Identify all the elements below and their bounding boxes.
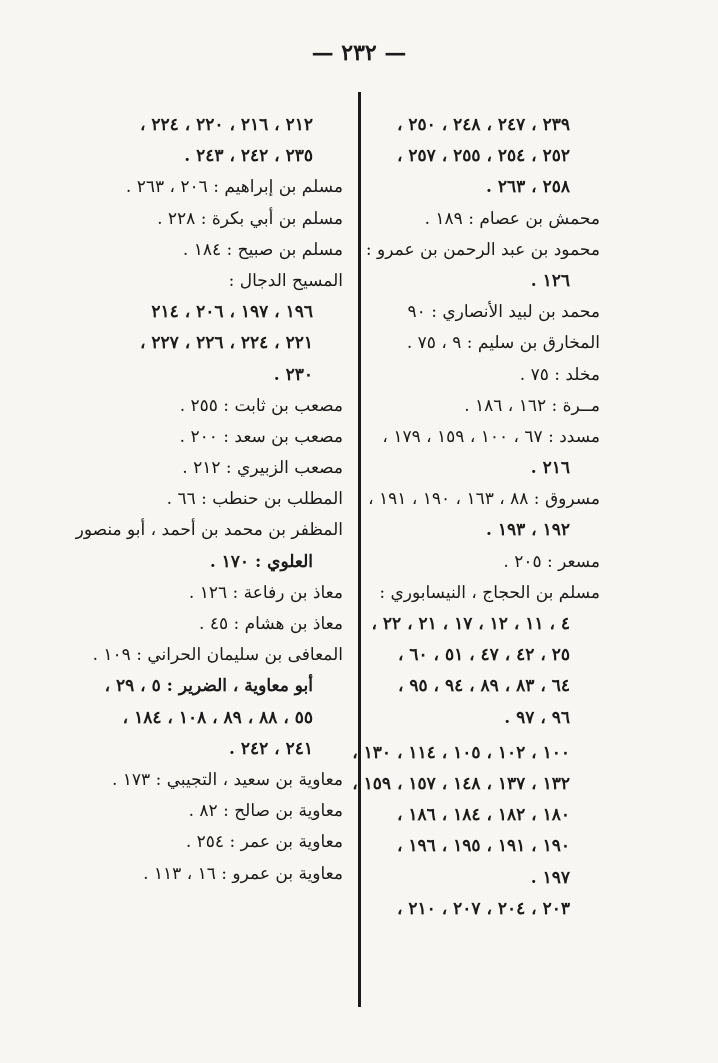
index-entry-line: مسلم بن أبي بكرة : ٢٢٨ . bbox=[157, 208, 343, 229]
index-column-right bbox=[352, 110, 600, 925]
index-entry-line: ١٩٢ ، ١٩٣ . bbox=[486, 520, 570, 541]
index-entry-line: ٢٣٩ ، ٢٤٧ ، ٢٤٨ ، ٢٥٠ ، bbox=[396, 115, 570, 135]
index-entry-line: ٢٤١ ، ٢٤٢ . bbox=[229, 738, 313, 759]
index-entry-line: مسلم بن الحجاج ، النيسابوري : bbox=[379, 582, 600, 603]
index-column-left bbox=[75, 110, 343, 890]
index-entry-line: المخارق بن سليم : ٩ ، ٧٥ . bbox=[406, 333, 600, 354]
index-entry-line: محمد بن لبيد الأنصاري : ٩٠ bbox=[407, 302, 600, 323]
index-entry-line: العلوي : ١٧٠ . bbox=[209, 551, 313, 572]
index-entry-line: مسدد : ٦٧ ، ١٠٠ ، ١٥٩ ، ١٧٩ ، bbox=[382, 426, 600, 447]
index-entry-line: معاذ بن هشام : ٤٥ . bbox=[199, 614, 343, 634]
index-entry-line: مصعب الزبيري : ٢١٢ . bbox=[182, 458, 343, 479]
index-entry-line: ٢٠٣ ، ٢٠٤ ، ٢٠٧ ، ٢١٠ ، bbox=[396, 898, 570, 919]
index-entry-line: محمش بن عصام : ١٨٩ . bbox=[424, 208, 600, 229]
index-entry-line: ٢٥٢ ، ٢٥٤ ، ٢٥٥ ، ٢٥٧ ، bbox=[396, 146, 570, 167]
index-entry-line: ٩٦ ، ٩٧ . bbox=[504, 707, 570, 728]
index-entry-line: أبو معاوية ، الضرير : ٥ ، ٢٩ ، bbox=[104, 676, 313, 697]
index-entry-line: ٢١٢ ، ٢١٦ ، ٢٢٠ ، ٢٢٤ ، bbox=[139, 115, 313, 135]
index-entry-line: ١٩٠ ، ١٩١ ، ١٩٥ ، ١٩٦ ، bbox=[396, 836, 570, 857]
index-entry-line: معاوية بن صالح : ٨٢ . bbox=[188, 801, 343, 822]
index-entry-line: ٢٣٠ . bbox=[273, 364, 313, 385]
index-entry-line: ٢٣٥ ، ٢٤٢ ، ٢٤٣ . bbox=[184, 146, 313, 167]
index-entry-line: المعافى بن سليمان الحراني : ١٠٩ . bbox=[92, 645, 343, 666]
index-entry-line: معاوية بن سعيد ، التجيبي : ١٧٣ . bbox=[111, 769, 343, 790]
index-entry-line: مسلم بن إبراهيم : ٢٠٦ ، ٢٦٣ . bbox=[125, 177, 343, 198]
index-entry-line: ٤ ، ١١ ، ١٢ ، ١٧ ، ٢١ ، ٢٢ ، bbox=[371, 614, 570, 634]
index-entry-line: ١٩٧ . bbox=[530, 867, 570, 888]
index-entry-line: مسعر : ٢٠٥ . bbox=[503, 551, 600, 572]
index-entry-line: مسلم بن صبيح : ١٨٤ . bbox=[182, 239, 343, 260]
index-entry-line: ١٩٦ ، ١٩٧ ، ٢٠٦ ، ٢١٤ bbox=[151, 302, 313, 323]
page-number: — ٢٣٢ — bbox=[311, 40, 407, 66]
index-entry-line: معاذ بن رفاعة : ١٢٦ . bbox=[188, 582, 343, 603]
index-entry-line: المظفر بن محمد بن أحمد ، أبو منصور bbox=[75, 520, 343, 541]
index-entry-line: ٢١٦ . bbox=[530, 458, 570, 479]
index-entry-line: ١٣٢ ، ١٣٧ ، ١٤٨ ، ١٥٧ ، ١٥٩ ، bbox=[352, 773, 570, 794]
index-entry-line: ٦٤ ، ٨٣ ، ٨٩ ، ٩٤ ، ٩٥ ، bbox=[397, 676, 570, 697]
index-entry-line: المطلب بن حنطب : ٦٦ . bbox=[166, 489, 343, 510]
index-entry-line: المسيح الدجال : bbox=[228, 270, 343, 291]
index-entry-line: ١٨٠ ، ١٨٢ ، ١٨٤ ، ١٨٦ ، bbox=[396, 805, 570, 826]
index-entry-line: مسروق : ٨٨ ، ١٦٣ ، ١٩٠ ، ١٩١ ، bbox=[368, 489, 600, 510]
index-entry-line: مصعب بن ثابت : ٢٥٥ . bbox=[179, 395, 343, 416]
index-entry-line: معاوية بن عمر : ٢٥٤ . bbox=[185, 832, 343, 853]
index-entry-line: معاوية بن عمرو : ١٦ ، ١١٣ . bbox=[143, 863, 343, 884]
index-entry-line: مصعب بن سعد : ٢٠٠ . bbox=[179, 426, 343, 447]
index-entry-line: ٢٥ ، ٤٢ ، ٤٧ ، ٥١ ، ٦٠ ، bbox=[397, 645, 570, 666]
index-entry-line: ١٠٠ ، ١٠٢ ، ١٠٥ ، ١١٤ ، ١٣٠ ، bbox=[352, 742, 570, 763]
index-entry-line: ٥٥ ، ٨٨ ، ٨٩ ، ١٠٨ ، ١٨٤ ، bbox=[122, 707, 313, 728]
index-entry-line: ١٢٦ . bbox=[530, 270, 570, 291]
column-divider bbox=[358, 92, 361, 1007]
index-entry-line: مــرة : ١٦٢ ، ١٨٦ . bbox=[464, 395, 600, 416]
index-entry-line: محمود بن عبد الرحمن بن عمرو : bbox=[365, 239, 600, 260]
index-entry-line: ٢٢١ ، ٢٢٤ ، ٢٢٦ ، ٢٢٧ ، bbox=[139, 333, 313, 354]
index-entry-line: مخلد : ٧٥ . bbox=[519, 364, 600, 385]
index-entry-line: ٢٥٨ ، ٢٦٣ . bbox=[486, 177, 570, 198]
